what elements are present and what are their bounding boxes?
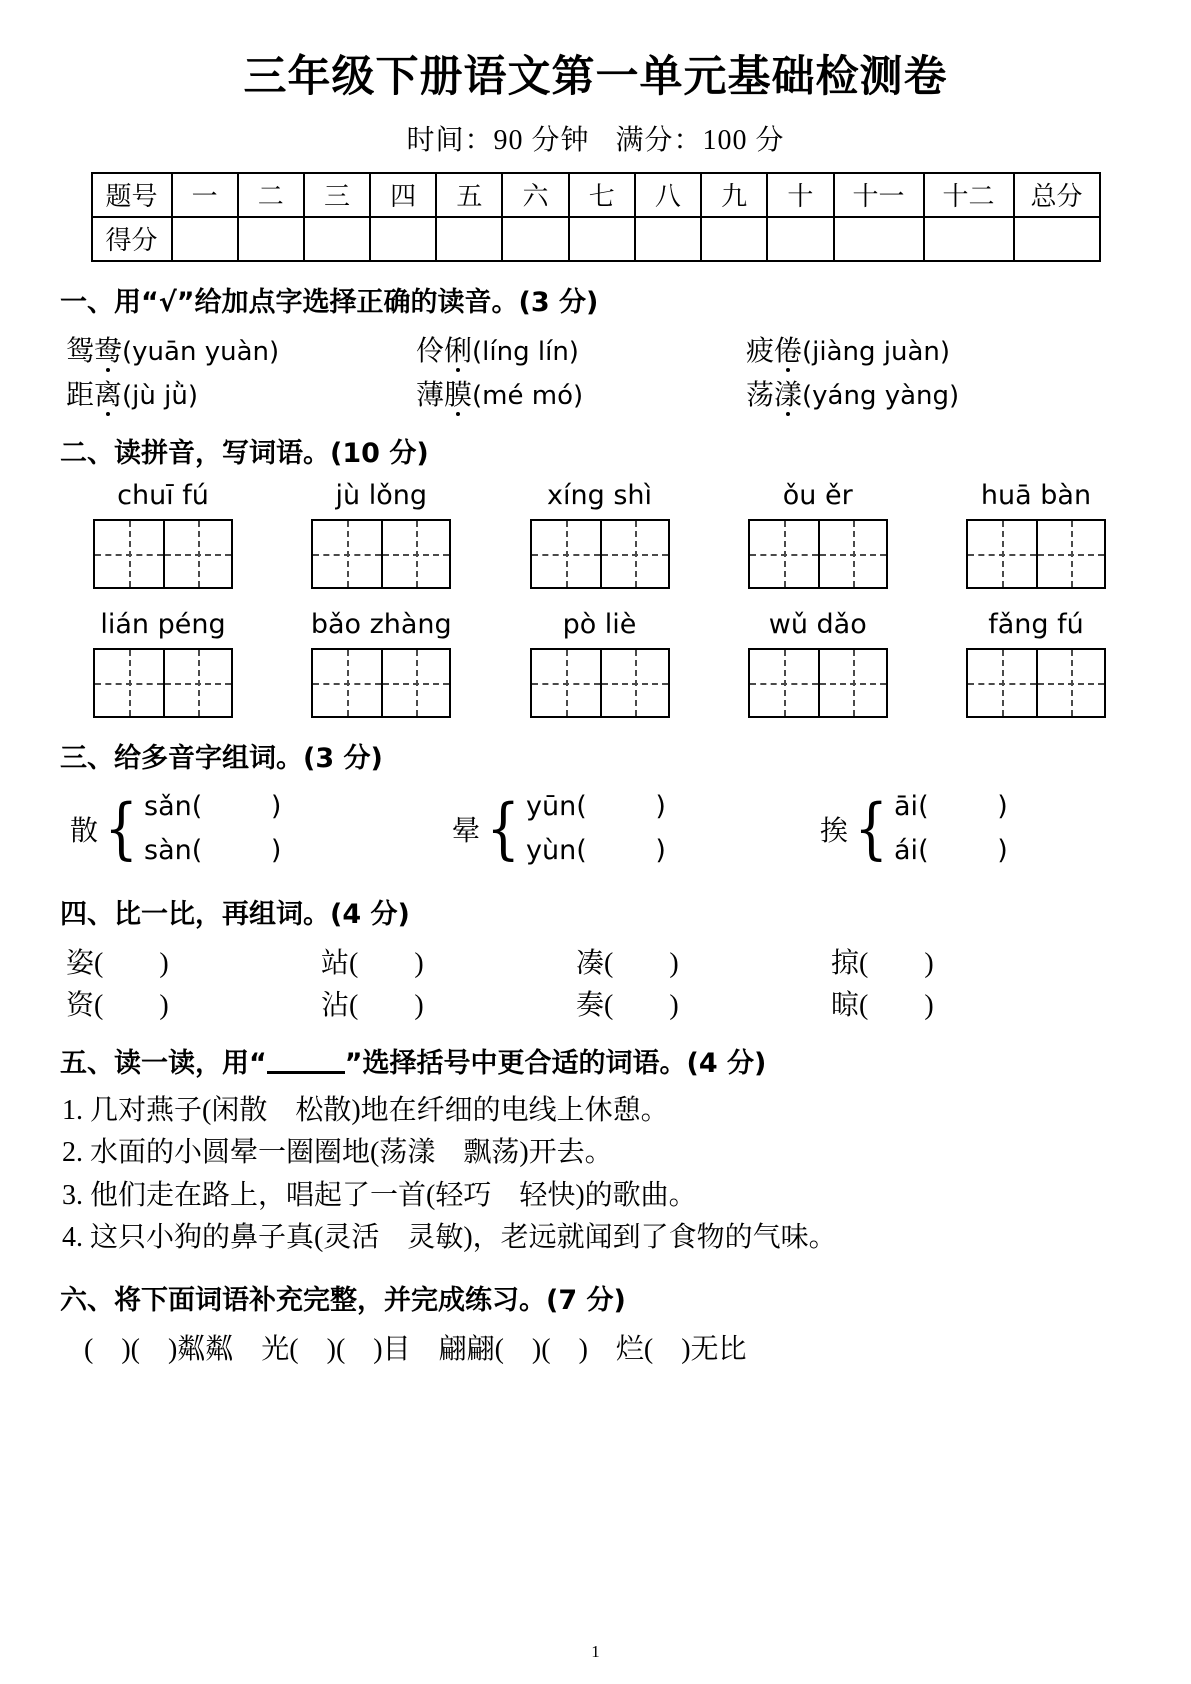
pron-char-plain: 疲 <box>746 335 775 367</box>
polyphone-answer-blank[interactable]: yūn( ) <box>526 790 666 822</box>
score-table-col-12: 十二 <box>924 173 1014 217</box>
polyphone-answer-blank[interactable]: sǎn( ) <box>144 790 282 822</box>
score-cell-5[interactable] <box>436 217 502 261</box>
pron-char-plain: 鸳 <box>66 335 95 367</box>
section-heading-five-part-a: 五、读一读，用“ <box>60 1047 267 1079</box>
score-cell-10[interactable] <box>767 217 833 261</box>
idiom-fill-line[interactable]: ( )( )粼粼 光( )( )目 翩翩( )( ) 烂( )无比 <box>84 1333 747 1365</box>
section-heading-five-part-b: ”选择括号中更合适的词语。(4 分) <box>344 1047 767 1079</box>
page-title: 三年级下册语文第一单元基础检测卷 <box>243 52 948 102</box>
polyphone-character: 散 <box>70 816 99 848</box>
compare-word-blank[interactable]: 奏( ) <box>576 989 679 1021</box>
time-limit-label: 时间：90 分钟 <box>406 124 590 156</box>
section-heading-one: 一、用“√”给加点字选择正确的读音。(3 分) <box>60 286 599 318</box>
polyphone-answer-blank[interactable]: sàn( ) <box>144 835 282 867</box>
tianzige-box[interactable] <box>530 648 670 718</box>
score-cell-12[interactable] <box>924 217 1014 261</box>
score-table-col-8: 八 <box>635 173 701 217</box>
pinyin-prompt: fǎng fú <box>988 608 1084 640</box>
tianzige-box[interactable] <box>93 648 233 718</box>
table-row-question-numbers <box>92 173 1100 217</box>
score-table-row-label-score: 得分 <box>92 217 172 261</box>
page-number: 1 <box>591 1642 600 1661</box>
polyphone-character: 晕 <box>452 816 481 848</box>
writing-grid-item-8 <box>515 609 685 718</box>
compare-word-blank[interactable]: 姿( ) <box>66 947 169 979</box>
section-heading-five <box>60 1041 1131 1080</box>
tianzige-box[interactable] <box>311 648 451 718</box>
writing-grid-item-1 <box>78 480 248 589</box>
score-table-col-7: 七 <box>569 173 635 217</box>
compare-word-blank[interactable]: 凑( ) <box>576 947 679 979</box>
score-cell-11[interactable] <box>834 217 924 261</box>
pinyin-prompt: jù lǒng <box>335 479 427 511</box>
score-cell-8[interactable] <box>635 217 701 261</box>
compare-words-row-2 <box>60 983 1131 1023</box>
polyphone-group-3 <box>820 785 1070 874</box>
pinyin-prompt: lián péng <box>100 608 226 640</box>
polyphone-character: 挨 <box>820 816 849 848</box>
pron-char-dotted: 倦 <box>774 329 802 369</box>
polyphone-answer-blank[interactable]: āi( ) <box>894 790 1008 822</box>
total-score-label: 满分：100 分 <box>615 124 785 156</box>
pronunciation-item-2[interactable] <box>416 329 746 369</box>
pron-char-plain: 距 <box>66 379 95 411</box>
score-table-col-total: 总分 <box>1014 173 1100 217</box>
sentence-item-4[interactable]: 4. 这只小狗的鼻子真(灵活 灵敏)，老远就闻到了食物的气味。 <box>62 1222 837 1254</box>
pronunciation-item-5[interactable] <box>416 373 746 413</box>
pinyin-prompt: pò liè <box>562 608 637 640</box>
pron-char-plain: 荡 <box>746 379 775 411</box>
score-table-col-3: 三 <box>304 173 370 217</box>
score-table-col-9: 九 <box>701 173 767 217</box>
compare-word-blank[interactable]: 沾( ) <box>321 989 424 1021</box>
writing-grid-item-2 <box>296 480 466 589</box>
compare-word-blank[interactable]: 资( ) <box>66 989 169 1021</box>
tianzige-box[interactable] <box>966 519 1106 589</box>
pinyin-prompt: wǔ dǎo <box>768 608 867 640</box>
sentence-item-2[interactable]: 2. 水面的小圆晕一圈圈地(荡漾 飘荡)开去。 <box>62 1137 613 1169</box>
polyphone-group-2 <box>452 785 820 874</box>
score-table-col-6: 六 <box>502 173 568 217</box>
brace-icon: { <box>486 790 521 868</box>
score-table-col-2: 二 <box>238 173 304 217</box>
score-table-row-label-question: 题号 <box>92 173 172 217</box>
score-cell-4[interactable] <box>370 217 436 261</box>
score-cell-3[interactable] <box>304 217 370 261</box>
score-table-col-11: 十一 <box>834 173 924 217</box>
polyphone-answer-blank[interactable]: yùn( ) <box>526 835 666 867</box>
pron-char-dotted: 离 <box>94 373 122 413</box>
pron-char-dotted: 鸯 <box>94 329 122 369</box>
tianzige-box[interactable] <box>530 519 670 589</box>
sentence-item-3[interactable]: 3. 他们走在路上，唱起了一首(轻巧 轻快)的歌曲。 <box>62 1179 697 1211</box>
pinyin-prompt: ǒu ěr <box>782 479 853 511</box>
compare-words-row-1 <box>60 941 1131 981</box>
polyphone-answer-blank[interactable]: ái( ) <box>894 835 1008 867</box>
score-cell-7[interactable] <box>569 217 635 261</box>
tianzige-box[interactable] <box>311 519 451 589</box>
pinyin-prompt: chuī fú <box>117 479 209 511</box>
score-table-col-5: 五 <box>436 173 502 217</box>
pron-options[interactable]: (líng lín) <box>472 336 579 367</box>
pinyin-prompt: bǎo zhàng <box>310 608 452 640</box>
score-table-col-1: 一 <box>172 173 238 217</box>
pron-options[interactable]: (mé mó) <box>472 380 584 411</box>
score-table-col-4: 四 <box>370 173 436 217</box>
pron-options[interactable]: (yuān yuàn) <box>122 336 280 367</box>
writing-grid-item-9 <box>733 609 903 718</box>
pron-options[interactable]: (jù jǜ) <box>122 380 198 411</box>
polyphone-row <box>60 785 1131 874</box>
pron-options[interactable]: (jiàng juàn) <box>802 336 951 367</box>
underline-marker-icon <box>267 1071 345 1074</box>
pron-char-dotted: 漾 <box>774 373 802 413</box>
writing-grid-item-4 <box>733 480 903 589</box>
pronunciation-item-6[interactable] <box>746 373 1076 413</box>
compare-word-blank[interactable]: 晾( ) <box>831 989 934 1021</box>
writing-grids-block <box>60 480 1131 718</box>
section-heading-three: 三、给多音字组词。(3 分) <box>60 742 383 774</box>
score-cell-1[interactable] <box>172 217 238 261</box>
exam-meta <box>60 118 1131 158</box>
sentence-item-1[interactable]: 1. 几对燕子(闲散 松散)地在纤细的电线上休憩。 <box>62 1094 669 1126</box>
section-heading-four: 四、比一比，再组词。(4 分) <box>60 898 410 930</box>
section-heading-two: 二、读拼音，写词语。(10 分) <box>60 437 429 469</box>
tianzige-box[interactable] <box>93 519 233 589</box>
writing-grid-row-1 <box>60 480 1131 589</box>
pronunciation-item-4[interactable] <box>60 373 416 413</box>
score-cell-9[interactable] <box>701 217 767 261</box>
compare-word-blank[interactable]: 站( ) <box>321 947 424 979</box>
writing-grid-item-3 <box>515 480 685 589</box>
pinyin-prompt: xíng shì <box>547 479 652 511</box>
brace-icon: { <box>854 790 889 868</box>
pron-char-plain: 伶 <box>416 335 445 367</box>
pronunciation-row-1 <box>60 329 1131 369</box>
brace-icon: { <box>104 790 139 868</box>
pron-char-plain: 薄 <box>416 379 445 411</box>
writing-grid-item-7 <box>296 609 466 718</box>
compare-word-blank[interactable]: 掠( ) <box>831 947 934 979</box>
score-cell-2[interactable] <box>238 217 304 261</box>
pronunciation-item-1[interactable] <box>60 329 416 369</box>
pronunciation-item-3[interactable] <box>746 329 1076 369</box>
score-table <box>91 172 1101 262</box>
writing-grid-item-5 <box>951 480 1121 589</box>
score-cell-6[interactable] <box>502 217 568 261</box>
tianzige-box[interactable] <box>966 648 1106 718</box>
pron-char-dotted: 俐 <box>444 329 472 369</box>
section-heading-six: 六、将下面词语补充完整，并完成练习。(7 分) <box>60 1284 626 1316</box>
writing-grid-row-2 <box>60 609 1131 718</box>
writing-grid-item-10 <box>951 609 1121 718</box>
pron-char-dotted: 膜 <box>444 373 472 413</box>
score-table-col-10: 十 <box>767 173 833 217</box>
writing-grid-item-6 <box>78 609 248 718</box>
tianzige-box[interactable] <box>748 648 888 718</box>
tianzige-box[interactable] <box>748 519 888 589</box>
table-row-scores <box>92 217 1100 261</box>
polyphone-group-1 <box>70 785 452 874</box>
score-cell-total[interactable] <box>1014 217 1100 261</box>
pron-options[interactable]: (yáng yàng) <box>802 380 960 411</box>
pinyin-prompt: huā bàn <box>980 479 1092 511</box>
pronunciation-row-2 <box>60 373 1131 413</box>
